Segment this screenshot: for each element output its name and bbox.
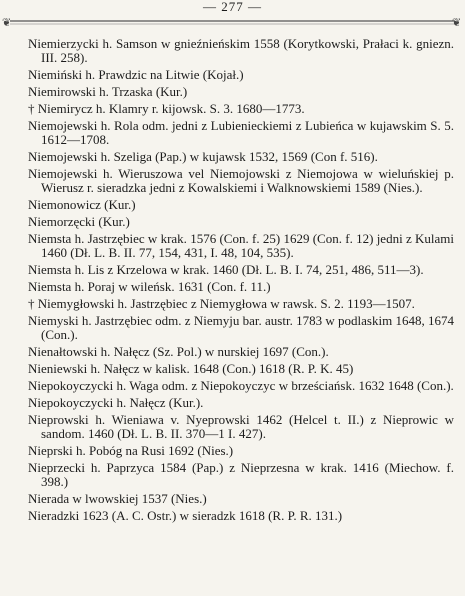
entry: Niepokoyczycki h. Waga odm. z Niepokoyczyc w brześciańsk. 1632 1648 (Con.). — [28, 378, 454, 393]
entry: Niemsta h. Jastrzębiec w krak. 1576 (Con. f. 25) 1629 (Con. f. 12) jedni z Kulami 1460 (Dł. L. B. II. 77, 154, 431, I. 48, 104, 535). — [28, 231, 454, 260]
entry: Niemirowski h. Trzaska (Kur.) — [28, 84, 188, 99]
entry: Nieradzki 1623 (A. C. Ostr.) w sieradzk 1618 (R. P. R. 131.) — [28, 508, 343, 523]
entry-list — [28, 37, 454, 526]
entry: Nieprzecki h. Paprzyca 1584 (Pap.) z Nieprzesna w krak. 1416 (Miechow. f. 398.) — [28, 460, 454, 489]
entry: Nienałtowski h. Nałęcz (Sz. Pol.) w nurskiej 1697 (Con.). — [28, 344, 329, 359]
decorative-rule — [2, 16, 463, 28]
entry: Nierada w lwowskiej 1537 (Nies.) — [28, 491, 207, 506]
entry: Niemorzęcki (Kur.) — [28, 214, 130, 229]
entry: Nieniewski h. Nałęcz w kalisk. 1648 (Con.) 1618 (R. P. K. 45) — [28, 361, 354, 376]
entry: Niemojewski h. Rola odm. jedni z Lubienieckiemi z Lubieńca w kujawskim S. 5. 1612—1708. — [28, 118, 454, 147]
entry: Niepokoyczycki h. Nałęcz (Kur.). — [28, 395, 204, 410]
entry: Niemsta h. Lis z Krzelowa w krak. 1460 (Dł. L. B. I. 74, 251, 486, 511—3). — [28, 262, 424, 277]
entry: Niemiński h. Prawdzic na Litwie (Kojał.) — [28, 67, 244, 82]
page-number: — 277 — — [203, 0, 262, 14]
svg-text:❦: ❦ — [452, 16, 462, 28]
entry: Niemierzycki h. Samson w gnieźnieńskim 1558 (Korytkowski, Prałaci k. gniezn. III. 258). — [28, 36, 454, 65]
entry: Nieprowski h. Wieniawa v. Nyeprowski 1462 (Helcel t. II.) z Nieprowic w sandom. 1460 (Dł. L. B. II. 370—1 I. 427). — [28, 412, 454, 441]
entry: Niemojewski h. Szeliga (Pap.) w kujawsk 1532, 1569 (Con f. 516). — [28, 149, 378, 164]
entry: Niemsta h. Poraj w wileńsk. 1631 (Con. f. 11.) — [28, 279, 271, 294]
entry: Nieprski h. Pobóg na Rusi 1692 (Nies.) — [28, 443, 234, 458]
entry: † Niemygłowski h. Jastrzębiec z Niemygłowa w rawsk. S. 2. 1193—1507. — [28, 296, 415, 311]
entry: Niemojewski h. Wieruszowa vel Niemojowski z Niemojowa w wieluńskiej p. Wierusz r. sieradzka jedni z Kowalskiemi i Walknowskiemi 1589 (Nies.). — [28, 166, 454, 195]
entry: Niemonowicz (Kur.) — [28, 197, 136, 212]
entry: † Niemirycz h. Klamry r. kijowsk. S. 3. 1680—1773. — [28, 101, 305, 116]
svg-text:❦: ❦ — [2, 16, 12, 28]
entry: Niemyski h. Jastrzębiec odm. z Niemyju bar. austr. 1783 w podlaskim 1648, 1674 (Con.). — [28, 313, 454, 342]
